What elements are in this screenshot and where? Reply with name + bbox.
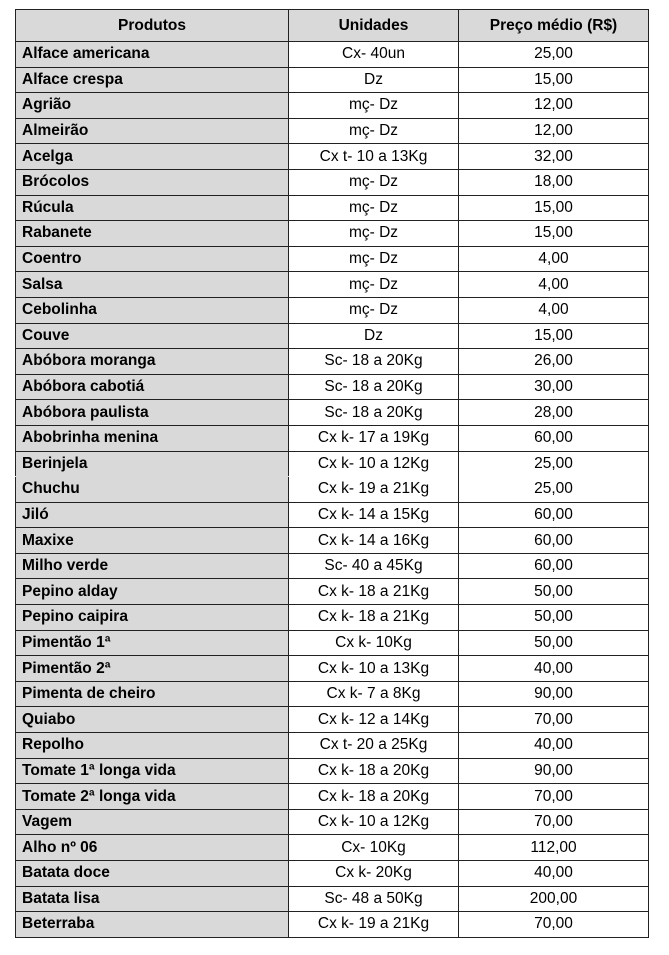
price-cell: 4,00 bbox=[459, 272, 649, 298]
table-row bbox=[16, 707, 649, 733]
table-row bbox=[16, 93, 649, 119]
table-row bbox=[16, 169, 649, 195]
price-cell: 4,00 bbox=[459, 297, 649, 323]
unit-cell: Cx k- 14 a 15Kg bbox=[289, 502, 459, 528]
price-cell: 70,00 bbox=[459, 809, 649, 835]
price-cell: 60,00 bbox=[459, 502, 649, 528]
product-cell: Pimentão 1ª bbox=[16, 630, 289, 656]
unit-cell: mç- Dz bbox=[289, 297, 459, 323]
table-row bbox=[16, 528, 649, 554]
table-body bbox=[16, 42, 649, 938]
price-cell: 112,00 bbox=[459, 835, 649, 861]
price-cell: 70,00 bbox=[459, 784, 649, 810]
unit-cell: Dz bbox=[289, 67, 459, 93]
product-cell: Vagem bbox=[16, 809, 289, 835]
header-products: Produtos bbox=[16, 10, 289, 42]
product-cell: Pepino caipira bbox=[16, 605, 289, 631]
price-cell: 200,00 bbox=[459, 886, 649, 912]
price-cell: 30,00 bbox=[459, 374, 649, 400]
table-row bbox=[16, 477, 649, 503]
table-row bbox=[16, 349, 649, 375]
table-row bbox=[16, 681, 649, 707]
product-cell: Almeirão bbox=[16, 118, 289, 144]
table-row bbox=[16, 42, 649, 68]
unit-cell: Cx k- 17 a 19Kg bbox=[289, 425, 459, 451]
unit-cell: Cx k- 10 a 12Kg bbox=[289, 451, 459, 477]
table-row bbox=[16, 784, 649, 810]
price-cell: 90,00 bbox=[459, 681, 649, 707]
header-average-price: Preço médio (R$) bbox=[459, 10, 649, 42]
table-row bbox=[16, 553, 649, 579]
table-row bbox=[16, 835, 649, 861]
price-cell: 26,00 bbox=[459, 349, 649, 375]
table-row bbox=[16, 451, 649, 477]
unit-cell: mç- Dz bbox=[289, 169, 459, 195]
product-cell: Repolho bbox=[16, 733, 289, 759]
table-row bbox=[16, 118, 649, 144]
price-cell: 50,00 bbox=[459, 605, 649, 631]
unit-cell: Cx k- 18 a 21Kg bbox=[289, 605, 459, 631]
table-row bbox=[16, 144, 649, 170]
product-cell: Alho nº 06 bbox=[16, 835, 289, 861]
product-cell: Milho verde bbox=[16, 553, 289, 579]
product-cell: Rúcula bbox=[16, 195, 289, 221]
price-cell: 60,00 bbox=[459, 528, 649, 554]
product-cell: Batata lisa bbox=[16, 886, 289, 912]
price-cell: 60,00 bbox=[459, 425, 649, 451]
unit-cell: mç- Dz bbox=[289, 195, 459, 221]
unit-cell: Cx k- 10 a 12Kg bbox=[289, 809, 459, 835]
product-cell: Pepino alday bbox=[16, 579, 289, 605]
price-cell: 90,00 bbox=[459, 758, 649, 784]
product-cell: Agrião bbox=[16, 93, 289, 119]
price-cell: 4,00 bbox=[459, 246, 649, 272]
product-cell: Rabanete bbox=[16, 221, 289, 247]
price-cell: 60,00 bbox=[459, 553, 649, 579]
product-cell: Cebolinha bbox=[16, 297, 289, 323]
price-cell: 28,00 bbox=[459, 400, 649, 426]
product-cell: Brócolos bbox=[16, 169, 289, 195]
product-cell: Alface crespa bbox=[16, 67, 289, 93]
table-row bbox=[16, 758, 649, 784]
table-row bbox=[16, 656, 649, 682]
unit-cell: Cx k- 19 a 21Kg bbox=[289, 912, 459, 938]
unit-cell: Cx k- 7 a 8Kg bbox=[289, 681, 459, 707]
price-cell: 18,00 bbox=[459, 169, 649, 195]
unit-cell: Cx t- 10 a 13Kg bbox=[289, 144, 459, 170]
unit-cell: Cx k- 18 a 20Kg bbox=[289, 758, 459, 784]
product-cell: Acelga bbox=[16, 144, 289, 170]
table-row bbox=[16, 297, 649, 323]
price-cell: 15,00 bbox=[459, 195, 649, 221]
product-cell: Pimenta de cheiro bbox=[16, 681, 289, 707]
table-row bbox=[16, 195, 649, 221]
unit-cell: Sc- 40 a 45Kg bbox=[289, 553, 459, 579]
product-cell: Pimentão 2ª bbox=[16, 656, 289, 682]
unit-cell: Cx t- 20 a 25Kg bbox=[289, 733, 459, 759]
table-row bbox=[16, 502, 649, 528]
unit-cell: Cx k- 10Kg bbox=[289, 630, 459, 656]
unit-cell: Cx- 40un bbox=[289, 42, 459, 68]
product-cell: Jiló bbox=[16, 502, 289, 528]
unit-cell: Sc- 18 a 20Kg bbox=[289, 349, 459, 375]
price-cell: 70,00 bbox=[459, 707, 649, 733]
unit-cell: Cx k- 18 a 20Kg bbox=[289, 784, 459, 810]
table-row bbox=[16, 272, 649, 298]
unit-cell: mç- Dz bbox=[289, 246, 459, 272]
unit-cell: Cx k- 19 a 21Kg bbox=[289, 477, 459, 503]
price-cell: 50,00 bbox=[459, 579, 649, 605]
price-cell: 12,00 bbox=[459, 118, 649, 144]
product-cell: Abóbora cabotiá bbox=[16, 374, 289, 400]
unit-cell: Sc- 18 a 20Kg bbox=[289, 400, 459, 426]
price-cell: 15,00 bbox=[459, 323, 649, 349]
price-cell: 25,00 bbox=[459, 477, 649, 503]
product-cell: Beterraba bbox=[16, 912, 289, 938]
product-cell: Coentro bbox=[16, 246, 289, 272]
price-table bbox=[15, 9, 649, 938]
price-cell: 40,00 bbox=[459, 861, 649, 887]
product-cell: Quiabo bbox=[16, 707, 289, 733]
unit-cell: mç- Dz bbox=[289, 272, 459, 298]
table-row bbox=[16, 323, 649, 349]
table-row bbox=[16, 221, 649, 247]
unit-cell: mç- Dz bbox=[289, 221, 459, 247]
unit-cell: Cx k- 18 a 21Kg bbox=[289, 579, 459, 605]
unit-cell: mç- Dz bbox=[289, 118, 459, 144]
price-cell: 32,00 bbox=[459, 144, 649, 170]
product-cell: Salsa bbox=[16, 272, 289, 298]
product-cell: Maxixe bbox=[16, 528, 289, 554]
price-cell: 70,00 bbox=[459, 912, 649, 938]
table-row bbox=[16, 605, 649, 631]
price-table-container bbox=[15, 9, 648, 938]
price-cell: 15,00 bbox=[459, 221, 649, 247]
product-cell: Batata doce bbox=[16, 861, 289, 887]
unit-cell: Sc- 48 a 50Kg bbox=[289, 886, 459, 912]
unit-cell: Cx k- 14 a 16Kg bbox=[289, 528, 459, 554]
price-cell: 40,00 bbox=[459, 733, 649, 759]
header-units: Unidades bbox=[289, 10, 459, 42]
table-row bbox=[16, 374, 649, 400]
price-cell: 50,00 bbox=[459, 630, 649, 656]
table-row bbox=[16, 67, 649, 93]
product-cell: Berinjela bbox=[16, 451, 289, 477]
table-row bbox=[16, 809, 649, 835]
table-row bbox=[16, 733, 649, 759]
product-cell: Alface americana bbox=[16, 42, 289, 68]
table-row bbox=[16, 400, 649, 426]
table-row bbox=[16, 579, 649, 605]
product-cell: Abobrinha menina bbox=[16, 425, 289, 451]
table-header-row bbox=[16, 10, 649, 42]
table-row bbox=[16, 861, 649, 887]
unit-cell: Cx k- 20Kg bbox=[289, 861, 459, 887]
price-cell: 40,00 bbox=[459, 656, 649, 682]
product-cell: Tomate 1ª longa vida bbox=[16, 758, 289, 784]
unit-cell: Cx- 10Kg bbox=[289, 835, 459, 861]
table-row bbox=[16, 912, 649, 938]
product-cell: Abóbora paulista bbox=[16, 400, 289, 426]
table-row bbox=[16, 425, 649, 451]
unit-cell: mç- Dz bbox=[289, 93, 459, 119]
unit-cell: Sc- 18 a 20Kg bbox=[289, 374, 459, 400]
product-cell: Abóbora moranga bbox=[16, 349, 289, 375]
price-cell: 25,00 bbox=[459, 42, 649, 68]
unit-cell: Dz bbox=[289, 323, 459, 349]
price-cell: 15,00 bbox=[459, 67, 649, 93]
table-row bbox=[16, 886, 649, 912]
product-cell: Couve bbox=[16, 323, 289, 349]
product-cell: Chuchu bbox=[16, 477, 289, 503]
table-row bbox=[16, 246, 649, 272]
unit-cell: Cx k- 12 a 14Kg bbox=[289, 707, 459, 733]
table-row bbox=[16, 630, 649, 656]
unit-cell: Cx k- 10 a 13Kg bbox=[289, 656, 459, 682]
price-cell: 25,00 bbox=[459, 451, 649, 477]
price-cell: 12,00 bbox=[459, 93, 649, 119]
product-cell: Tomate 2ª longa vida bbox=[16, 784, 289, 810]
